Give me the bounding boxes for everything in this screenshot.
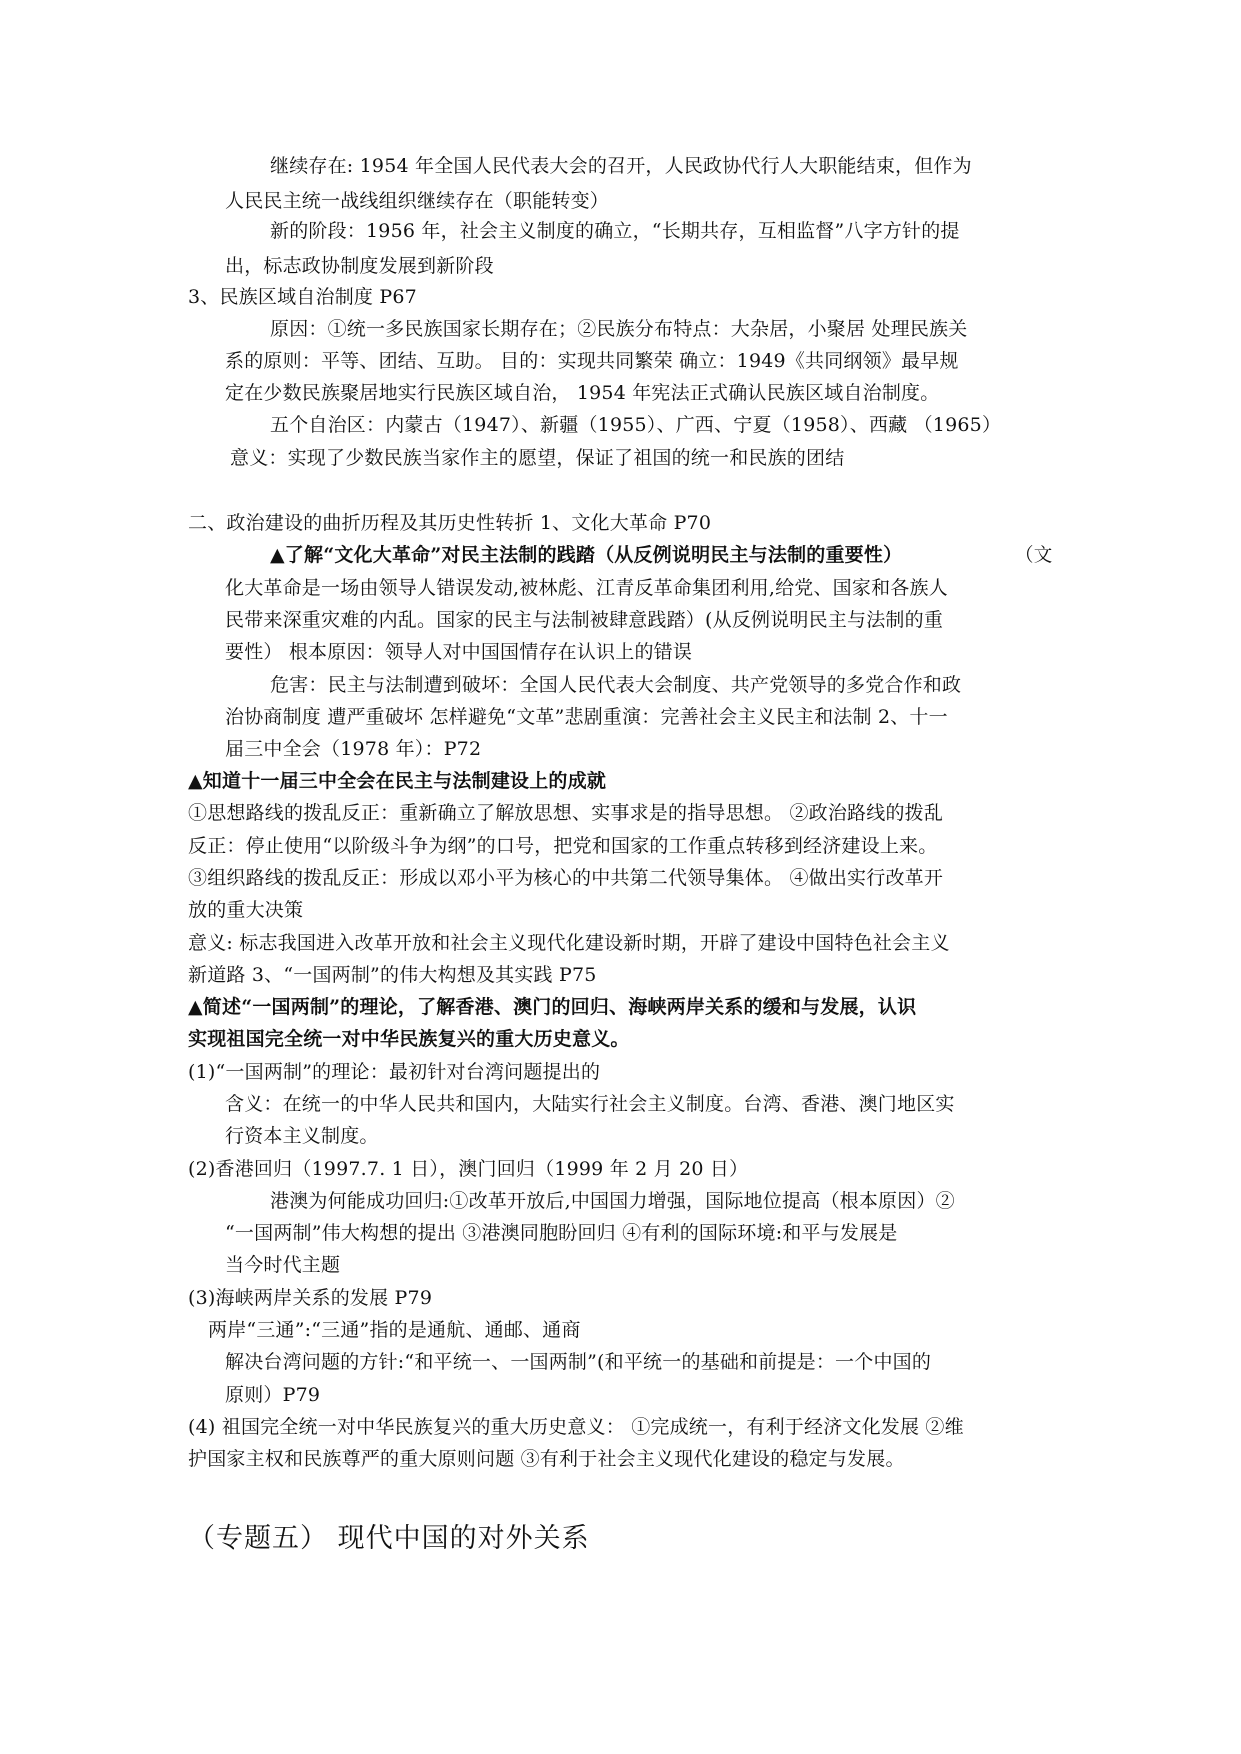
text-line: 民带来深重灾难的内乱。国家的民主与法制被肆意践踏）(从反例说明民主与法制的重	[225, 609, 944, 631]
text-line: 意义：实现了少数民族当家作主的愿望，保证了祖国的统一和民族的团结	[230, 447, 845, 469]
text-line: 原因：①统一多民族国家长期存在；②民族分布特点：大杂居，小聚居 处理民族关	[270, 318, 968, 340]
text-line: 放的重大决策	[188, 899, 304, 921]
text-line: 定在少数民族聚居地实行民族区域自治， 1954 年宪法正式确认民族区域自治制度。	[225, 382, 940, 404]
text-line: 当今时代主题	[225, 1254, 341, 1276]
key-point: 实现祖国完全统一对中华民族复兴的重大历史意义。	[188, 1028, 630, 1050]
text-line: (3)海峡两岸关系的发展 P79	[188, 1287, 433, 1309]
text-line: 反正：停止使用“以阶级斗争为纲”的口号，把党和国家的工作重点转移到经济建设上来。	[188, 835, 938, 857]
text-line: 解决台湾问题的方针:“和平统一、一国两制”(和平统一的基础和前提是：一个中国的	[225, 1351, 932, 1373]
text-line: 化大革命是一场由领导人错误发动,被林彪、江青反革命集团利用,给党、国家和各族人	[225, 577, 948, 599]
chapter-heading: （专题五） 现代中国的对外关系	[188, 1523, 590, 1554]
key-point: ▲简述“一国两制”的理论，了解香港、澳门的回归、海峡两岸关系的缓和与发展，认识	[188, 996, 917, 1018]
text-line: ①思想路线的拨乱反正：重新确立了解放思想、实事求是的指导思想。 ②政治路线的拨乱	[188, 802, 944, 824]
text-line: 含义：在统一的中华人民共和国内，大陆实行社会主义制度。台湾、香港、澳门地区实	[225, 1093, 955, 1115]
text-line: （文	[1015, 544, 1053, 566]
text-line: 出，标志政协制度发展到新阶段	[225, 255, 494, 277]
text-line: 五个自治区：内蒙古（1947）、新疆（1955）、广西、宁夏（1958）、西藏 （1965）	[270, 414, 1002, 436]
text-line: 原则）P79	[225, 1384, 321, 1406]
text-line: “一国两制”伟大构想的提出 ③港澳同胞盼回归 ④有利的国际环境:和平与发展是	[225, 1222, 898, 1244]
text-line: 系的原则：平等、团结、互助。 目的：实现共同繁荣 确立：1949《共同纲领》最早规	[225, 350, 959, 372]
text-line: 人民民主统一战线组织继续存在（职能转变）	[225, 190, 610, 212]
text-line: 行资本主义制度。	[225, 1125, 379, 1147]
text-line: 继续存在: 1954 年全国人民代表大会的召开，人民政协代行人大职能结束，但作为	[270, 155, 972, 177]
text-line: 要性） 根本原因：领导人对中国国情存在认识上的错误	[225, 641, 693, 663]
text-line: 意义: 标志我国进入改革开放和社会主义现代化建设新时期，开辟了建设中国特色社会主义	[188, 932, 950, 954]
text-line: 新的阶段：1956 年，社会主义制度的确立，“长期共存，互相监督”八字方针的提	[270, 220, 960, 242]
text-line: (4) 祖国完全统一对中华民族复兴的重大历史意义： ①完成统一，有利于经济文化发展 ②维	[188, 1416, 964, 1438]
key-point: ▲知道十一届三中全会在民主与法制建设上的成就	[188, 770, 607, 792]
section-heading: 二、政治建设的曲折历程及其历史性转折 1、文化大革命 P70	[188, 512, 712, 534]
text-line: 危害：民主与法制遭到破坏：全国人民代表大会制度、共产党领导的多党合作和政	[270, 674, 962, 696]
text-line: (1)“一国两制”的理论：最初针对台湾问题提出的	[188, 1061, 601, 1083]
text-line: 护国家主权和民族尊严的重大原则问题 ③有利于社会主义现代化建设的稳定与发展。	[188, 1448, 905, 1470]
text-line: 新道路 3、“一国两制”的伟大构想及其实践 P75	[188, 964, 597, 986]
text-line: ③组织路线的拨乱反正：形成以邓小平为核心的中共第二代领导集体。 ④做出实行改革开	[188, 867, 944, 889]
text-line: 届三中全会（1978 年）：P72	[225, 738, 482, 760]
text-line: (2)香港回归（1997.7. 1 日），澳门回归（1999 年 2 月 20 日）	[188, 1158, 749, 1180]
text-line: 治协商制度 遭严重破坏 怎样避免“文革”悲剧重演：完善社会主义民主和法制 2、十一	[225, 706, 948, 728]
text-line: 两岸“三通”:“三通”指的是通航、通邮、通商	[208, 1319, 581, 1341]
section-heading: 3、民族区域自治制度 P67	[188, 286, 417, 308]
text-line: 港澳为何能成功回归:①改革开放后,中国国力增强，国际地位提高（根本原因）②	[270, 1190, 955, 1212]
key-point: ▲了解“文化大革命”对民主法制的践踏（从反例说明民主与法制的重要性）	[270, 544, 903, 566]
